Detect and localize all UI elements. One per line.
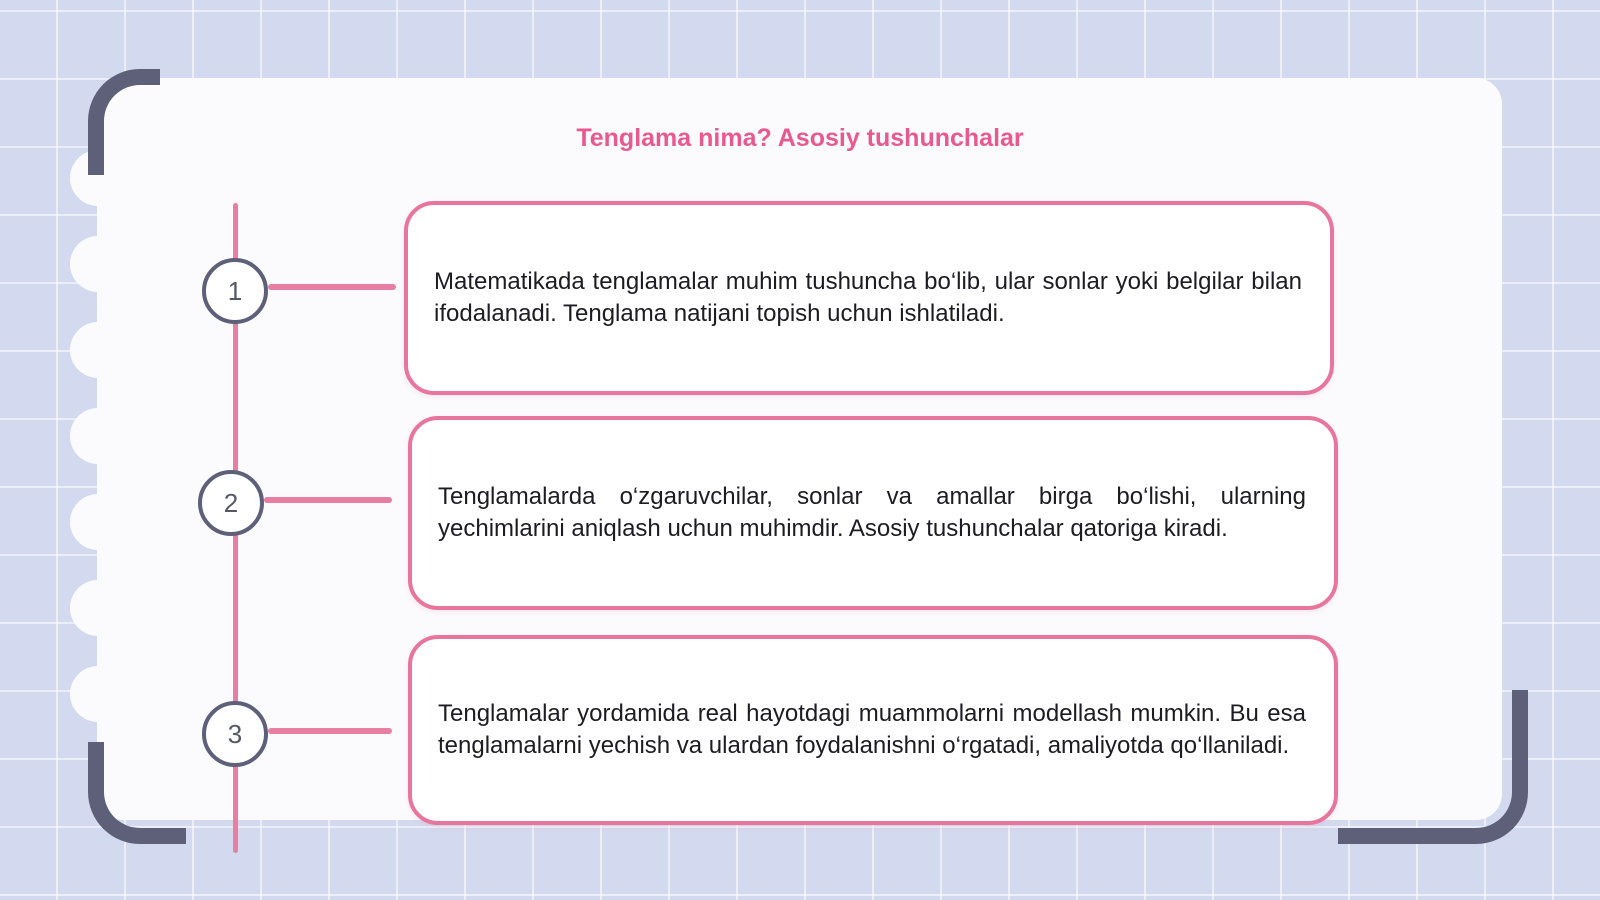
step-1-number-badge: 1 [202,258,268,324]
step-2-number-badge: 2 [198,470,264,536]
step-3-number-badge: 3 [202,701,268,767]
corner-bracket-top-left [88,69,160,175]
corner-bracket-bottom-right [1338,690,1528,844]
step-2-connector [264,497,392,503]
step-2-text-box [408,416,1338,610]
notebook-scallop-edge [70,150,130,740]
step-1-text-box [404,201,1334,395]
step-3-text-box [408,635,1338,825]
step-1-connector [268,284,396,290]
step-3-text: Tenglamalar yordamida real hayotdagi muammolarni modellash mumkin. Bu esa tenglamalarni yechish va ulardan foydalanishni o‘rgatadi, amaliyotda qo‘llaniladi. [438,700,1306,759]
step-1-text: Matematikada tenglamalar muhim tushuncha bo‘lib, ular sonlar yoki belgilar bilan ifodalanadi. Tenglama natijani topish uchun ishlatiladi. [434,268,1302,327]
step-3-connector [268,728,392,734]
corner-bracket-bottom-left [88,742,186,844]
slide-title: Tenglama nima? Asosiy tushunchalar [576,124,1024,152]
step-2-text: Tenglamalarda o‘zgaruvchilar, sonlar va amallar birga bo‘lishi, ularning yechimlarini aniqlash uchun muhimdir. Asosiy tushunchalar qatoriga kiradi. [438,483,1306,542]
